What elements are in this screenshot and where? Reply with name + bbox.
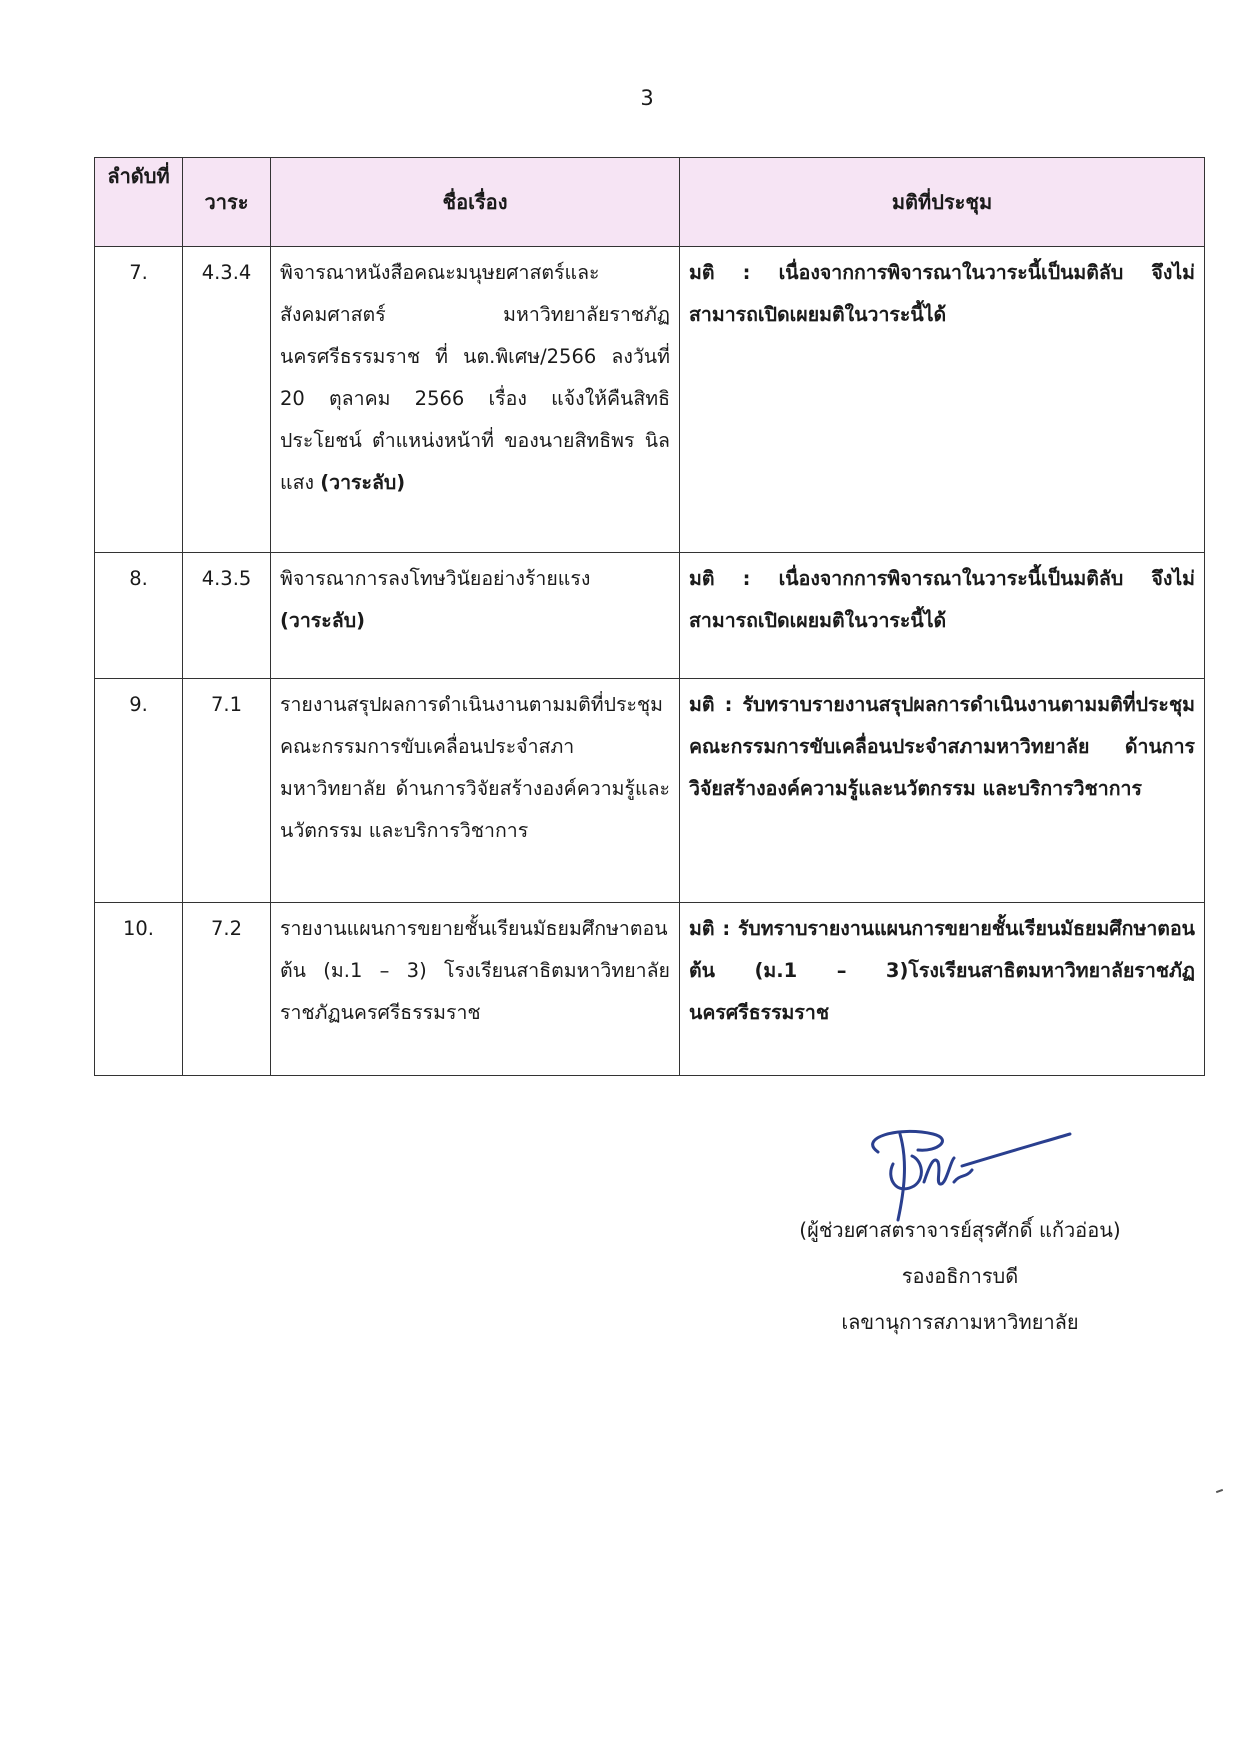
table-row [95, 679, 1205, 903]
row-subject [271, 553, 680, 679]
row-agenda: 4.3.5 [183, 553, 271, 679]
minutes-table [94, 157, 1205, 1076]
subject-confidential-tag: (วาระลับ) [320, 471, 406, 494]
header-resolution: มติที่ประชุม [680, 158, 1205, 247]
header-order: ลำดับที่ [95, 158, 183, 247]
row-subject [271, 247, 680, 553]
subject-text: พิจารณาการลงโทษวินัยอย่างร้ายแรง [280, 567, 591, 590]
row-agenda: 4.3.4 [183, 247, 271, 553]
row-order: 8. [95, 553, 183, 679]
table-row [95, 247, 1205, 553]
signatory-name: (ผู้ช่วยศาสตราจารย์สุรศักดิ์ แก้วอ่อน) [799, 1218, 1121, 1242]
subject-confidential-tag: (วาระลับ) [280, 609, 365, 632]
row-resolution: มติ : รับทราบรายงานแผนการขยายชั้นเรียนมัธยมศึกษาตอนต้น (ม.1 – 3)โรงเรียนสาธิตมหาวิทยาลัยราชภัฏนครศรีธรรมราช [680, 903, 1205, 1076]
row-agenda: 7.2 [183, 903, 271, 1076]
row-resolution: มติ : เนื่องจากการพิจารณาในวาระนี้เป็นมติลับ จึงไม่สามารถเปิดเผยมติในวาระนี้ได้ [680, 247, 1205, 553]
table-row [95, 553, 1205, 679]
handwritten-signature-icon [838, 1112, 1078, 1224]
row-order: 7. [95, 247, 183, 553]
subject-text: รายงานสรุปผลการดำเนินงานตามมติที่ประชุมคณะกรรมการขับเคลื่อนประจำสภามหาวิทยาลัย ด้านการวิจัยสร้างองค์ความรู้และนวัตกรรม และบริการวิชาการ [280, 693, 670, 842]
header-agenda: วาระ [183, 158, 271, 247]
row-order: 10. [95, 903, 183, 1076]
signatory-office: เลขานุการสภามหาวิทยาลัย [841, 1310, 1079, 1334]
page-number: 3 [640, 86, 654, 110]
row-order: 9. [95, 679, 183, 903]
row-resolution: มติ : เนื่องจากการพิจารณาในวาระนี้เป็นมติลับ จึงไม่สามารถเปิดเผยมติในวาระนี้ได้ [680, 553, 1205, 679]
row-resolution: มติ : รับทราบรายงานสรุปผลการดำเนินงานตามมติที่ประชุมคณะกรรมการขับเคลื่อนประจำสภามหาวิทยาลัย ด้านการวิจัยสร้างองค์ความรู้และนวัตกรรม และบริการวิชาการ [680, 679, 1205, 903]
signatory-position: รองอธิการบดี [901, 1264, 1019, 1288]
table-row [95, 903, 1205, 1076]
row-agenda: 7.1 [183, 679, 271, 903]
scan-mark [1216, 1489, 1223, 1493]
header-subject: ชื่อเรื่อง [271, 158, 680, 247]
row-subject [271, 679, 680, 903]
subject-text: พิจารณาหนังสือคณะมนุษยศาสตร์และสังคมศาสตร์ มหาวิทยาลัยราชภัฏนครศรีธรรมราช ที่ นต.พิเศษ/2566 ลงวันที่ 20 ตุลาคม 2566 เรื่อง แจ้งให้คืนสิทธิประโยชน์ ตำแหน่งหน้าที่ ของนายสิทธิพร นิลแสง [280, 261, 670, 494]
subject-text: รายงานแผนการขยายชั้นเรียนมัธยมศึกษาตอนต้น (ม.1 – 3) โรงเรียนสาธิตมหาวิทยาลัยราชภัฏนครศรีธรรมราช [280, 917, 670, 1024]
table-header-row [95, 158, 1205, 247]
row-subject [271, 903, 680, 1076]
